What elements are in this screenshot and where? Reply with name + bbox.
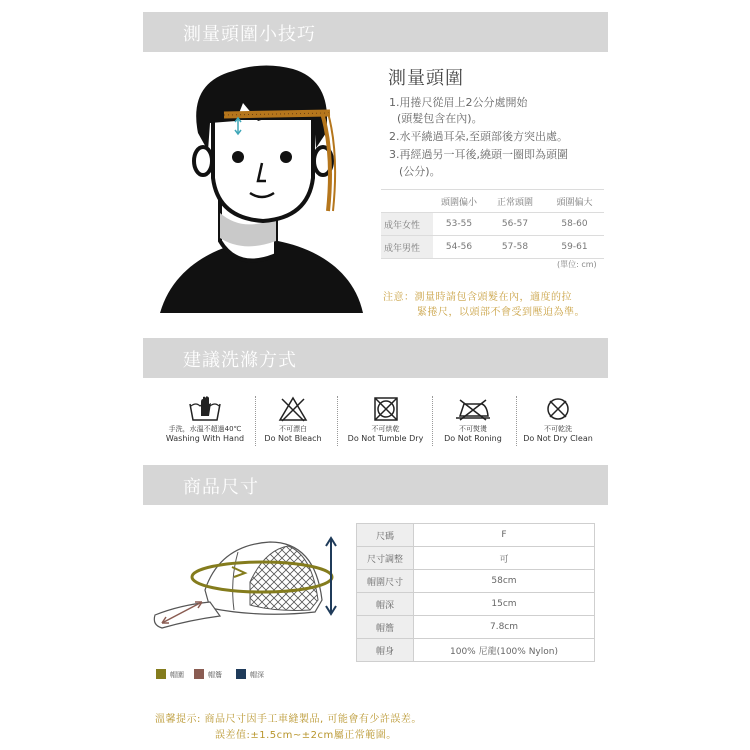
wash-item-zh: 不可烘乾: [371, 425, 400, 433]
wash-item-en: Do Not Dry Clean: [523, 434, 593, 443]
table-header-row: [381, 190, 604, 213]
unit-label: (單位: cm): [557, 260, 597, 269]
wash-item-en: Do Not Roning: [444, 434, 502, 443]
spec-value: 可: [414, 547, 595, 570]
spec-key: 尺寸調整: [357, 547, 414, 570]
no-iron-icon: [454, 396, 492, 422]
no-tumble-dry-icon: [372, 396, 400, 422]
table-header: 頭圍偏大: [545, 190, 604, 213]
section-title-size: 商品尺寸: [183, 477, 259, 498]
measure-note: 注意：測量時請包含頭髮在內，適度的拉: [383, 292, 572, 303]
table-header: 頭圍偏小: [433, 190, 485, 213]
spec-key: 帽簷: [357, 616, 414, 639]
wash-item-zh: 不可乾洗: [544, 425, 572, 433]
wash-item-en: Do Not Bleach: [264, 434, 322, 443]
table-row: [357, 593, 595, 616]
table-cell: 56-57: [485, 213, 545, 236]
cap-illustration: [150, 530, 345, 645]
legend-label: 帽圍: [170, 671, 184, 679]
spec-key: 帽深: [357, 593, 414, 616]
table-row: [357, 570, 595, 593]
wash-item: [160, 396, 250, 446]
table-row: [357, 616, 595, 639]
measure-step: (公分)。: [399, 165, 441, 178]
wash-item-zh: 不可熨燙: [459, 425, 487, 433]
table-cell: 57-58: [485, 236, 545, 259]
table-row: [357, 524, 595, 547]
legend-swatch: [156, 669, 166, 679]
spec-value: F: [414, 524, 595, 547]
section-banner-measure: [143, 12, 608, 52]
spec-value: 58cm: [414, 570, 595, 593]
wash-item-en: Do Not Tumble Dry: [347, 434, 424, 443]
table-header: 正常頭圍: [485, 190, 545, 213]
legend-swatch: [194, 669, 204, 679]
spec-value: 100% 尼龍(100% Nylon): [414, 639, 595, 662]
section-title-measure: 測量頭圍小技巧: [183, 24, 316, 45]
no-bleach-icon: [278, 396, 308, 422]
legend-label: 帽簷: [208, 671, 222, 679]
spec-value: 7.8cm: [414, 616, 595, 639]
divider: [255, 396, 256, 446]
footer-note: 誤差值:±1.5cm~±2cm屬正常範圍。: [215, 730, 397, 741]
hand-wash-icon: [188, 396, 222, 422]
wash-item: [520, 396, 596, 446]
section-banner-size: [143, 465, 608, 505]
no-dry-clean-icon: [544, 396, 572, 422]
spec-key: 尺碼: [357, 524, 414, 547]
table-row: [381, 213, 604, 236]
divider: [432, 396, 433, 446]
table-cell: 59-61: [545, 236, 604, 259]
legend-label: 帽深: [250, 671, 264, 679]
spec-key: 帽身: [357, 639, 414, 662]
section-banner-wash: [143, 338, 608, 378]
legend-swatch: [236, 669, 246, 679]
wash-item: [437, 396, 509, 446]
spec-key: 帽圍尺寸: [357, 570, 414, 593]
spec-value: 15cm: [414, 593, 595, 616]
table-cell: 53-55: [433, 213, 485, 236]
measure-step: 2.水平繞過耳朵,至頭部後方突出處。: [389, 130, 568, 143]
table-row: [381, 236, 604, 259]
measure-step: 3.再經過另一耳後,繞頭一圈即為頭圍: [389, 148, 568, 161]
measure-note: 緊捲尺，以頭部不會受到壓迫為準。: [417, 307, 585, 318]
spec-table: [356, 523, 595, 662]
divider: [516, 396, 517, 446]
row-label: 成年女性: [381, 213, 433, 236]
table-cell: 58-60: [545, 213, 604, 236]
wash-item-zh: 手洗，水溫不超過40℃: [168, 425, 242, 433]
measure-step: 1.用捲尺從眉上2公分處開始: [389, 96, 528, 109]
wash-item: [258, 396, 328, 446]
table-row: [357, 639, 595, 662]
table-corner-cell: [381, 190, 433, 213]
head-size-table: [381, 189, 604, 259]
wash-item: [343, 396, 428, 446]
section-title-wash: 建議洗滌方式: [183, 350, 297, 371]
measure-step: (頭髮包含在內)。: [397, 112, 483, 125]
wash-item-en: Washing With Hand: [165, 434, 245, 443]
divider: [337, 396, 338, 446]
footer-note: 溫馨提示: 商品尺寸因手工車縫製品, 可能會有少許誤差。: [155, 714, 422, 725]
table-cell: 54-56: [433, 236, 485, 259]
table-row: [357, 547, 595, 570]
wash-item-zh: 不可漂白: [279, 425, 307, 433]
row-label: 成年男性: [381, 236, 433, 259]
measure-title: 測量頭圍: [388, 68, 464, 89]
head-measurement-illustration: [158, 63, 368, 315]
